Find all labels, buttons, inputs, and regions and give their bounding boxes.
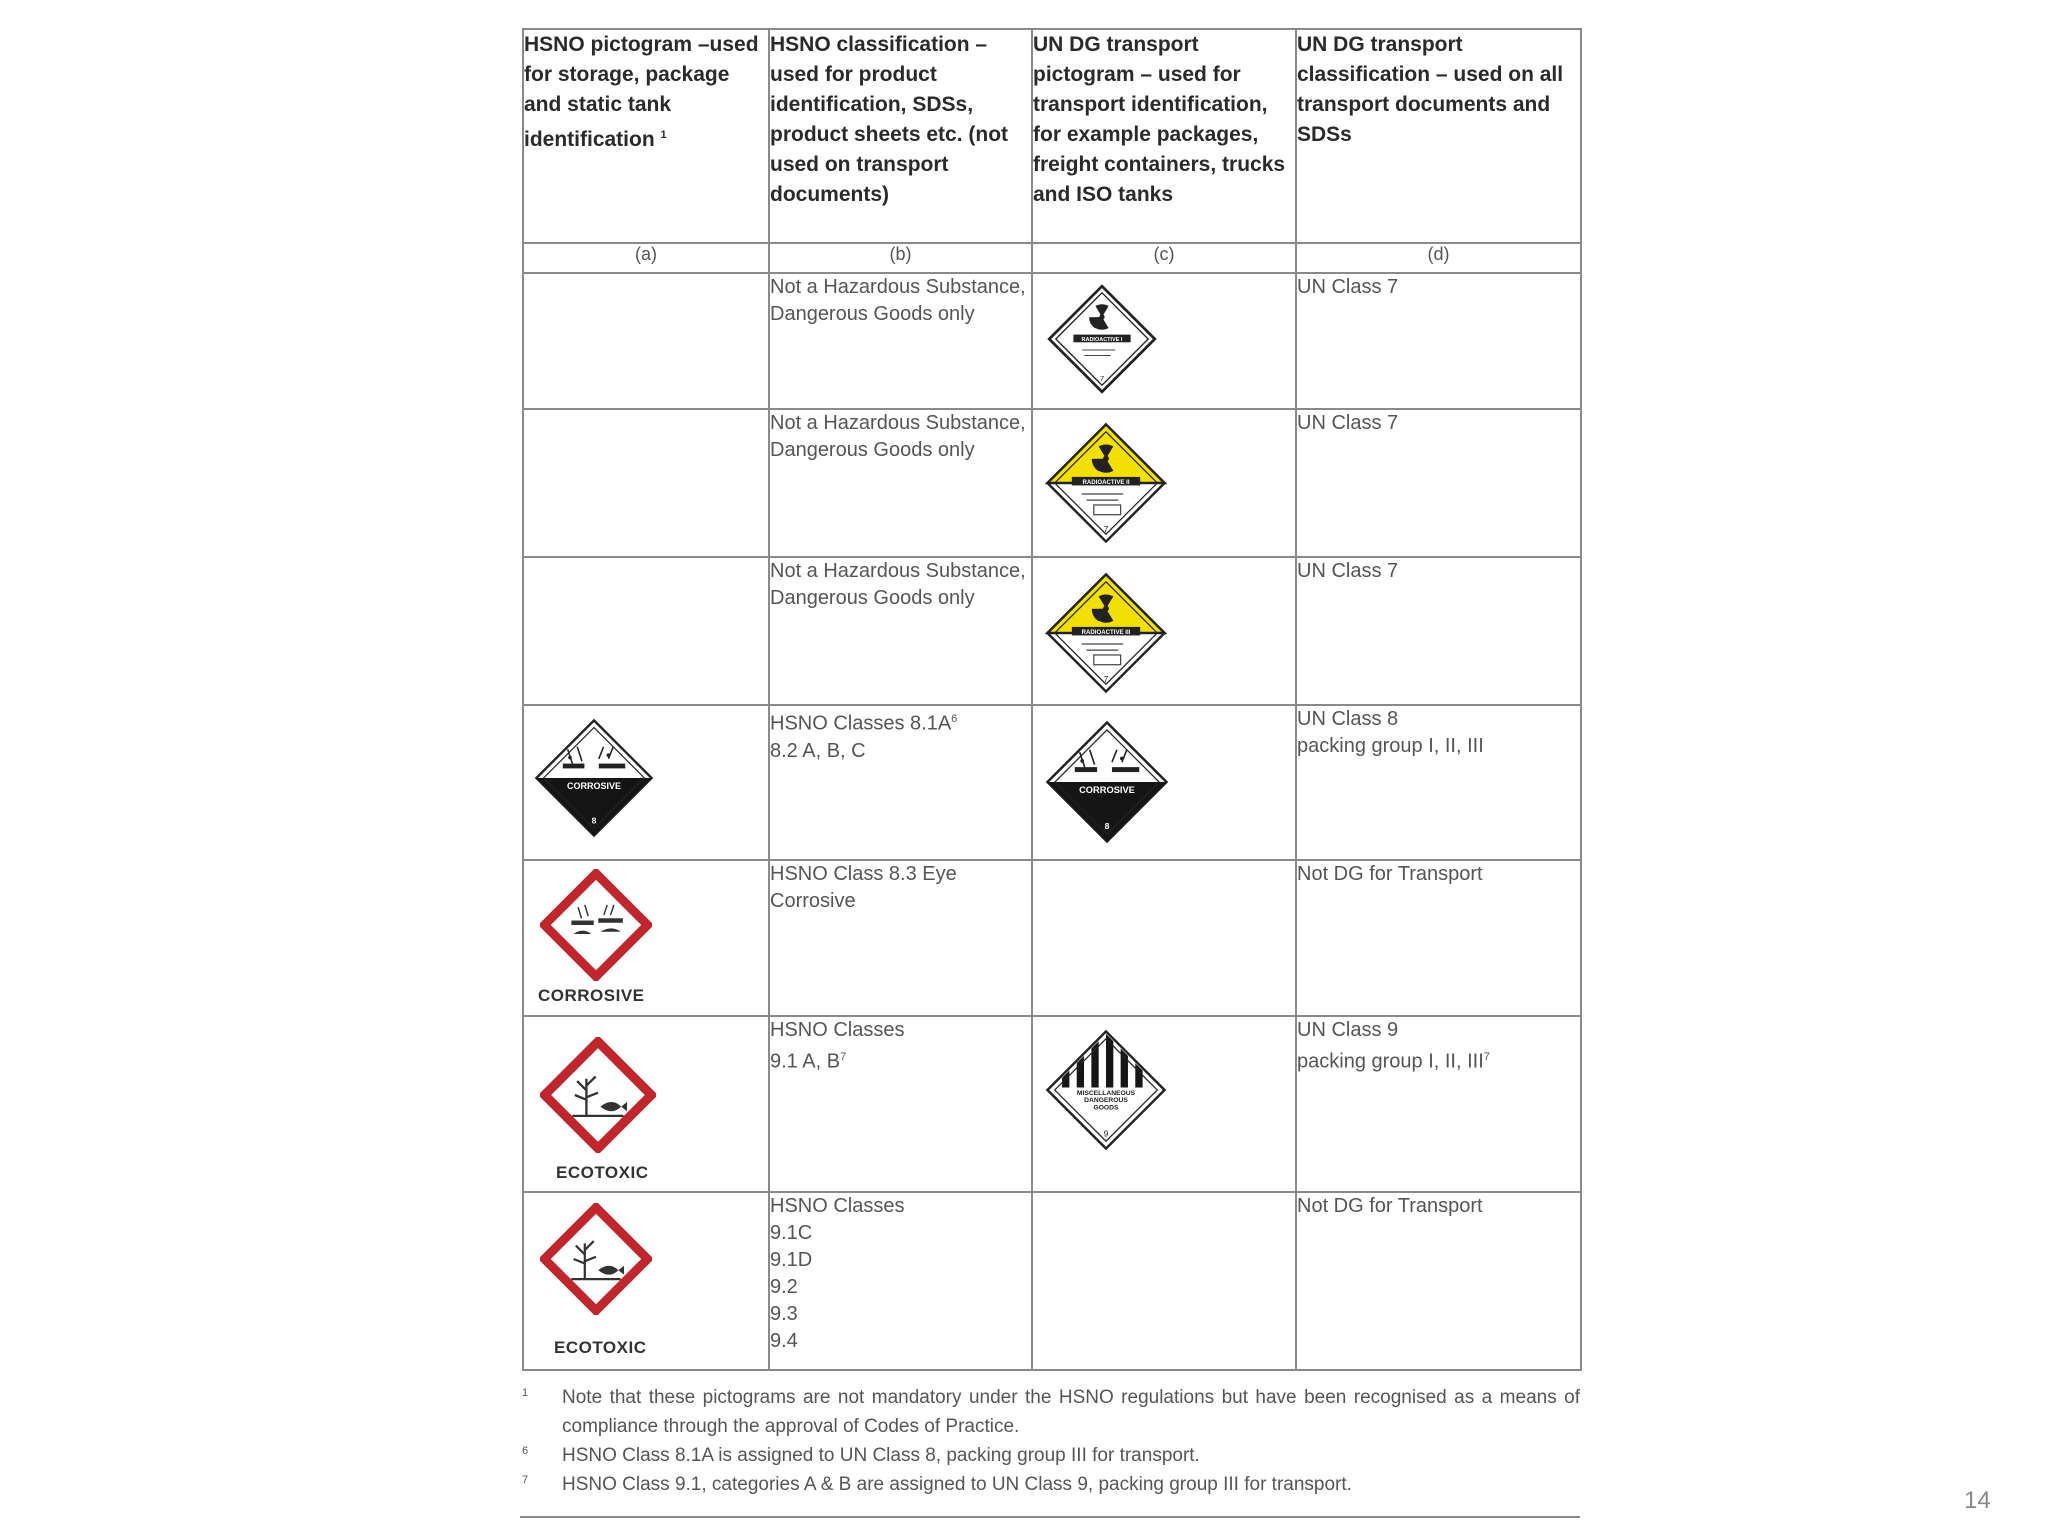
hsno-pictogram-empty — [523, 557, 769, 705]
un-class-cell: Not DG for Transport — [1296, 1192, 1581, 1370]
column-letter-b: (b) — [769, 243, 1032, 273]
un-class-cell: UN Class 7 — [1296, 273, 1581, 409]
miscellaneous-dangerous-goods-label-icon — [1045, 1029, 1167, 1151]
un-pictogram-cell — [1032, 705, 1296, 860]
un-pictogram-empty — [1032, 860, 1296, 1016]
radioactive-iii-label-icon — [1045, 572, 1167, 694]
ghs-environment-icon — [540, 1203, 652, 1315]
column-letter-d: (d) — [1296, 243, 1581, 273]
footnote: 7 HSNO Class 9.1, categories A & B are assigned to UN Class 9, packing group III for transport. — [522, 1474, 1352, 1495]
radioactive-label-text: RADIOACTIVE I — [1081, 337, 1123, 344]
header-hsno-pictogram: HSNO pictogram –used for storage, package and static tank identification $^1$ — [523, 29, 769, 243]
header-un-dg-classification: UN DG transport classification – used on all transport documents and SDSs — [1296, 29, 1581, 243]
corrosive-black-label-icon — [1045, 720, 1169, 844]
page-number: 14 — [1964, 1487, 1991, 1514]
corrosive-label-text: CORROSIVE — [566, 780, 622, 791]
hsno-class-cell: HSNO Class 8.3 Eye Corrosive — [769, 860, 1032, 1016]
table-row — [523, 557, 1581, 705]
column-letter-row — [523, 243, 1581, 273]
radioactive-ii-label-icon — [1045, 422, 1167, 544]
un-class-cell: UN Class 7 — [1296, 409, 1581, 557]
header-hsno-classification: HSNO classification – used for product identification, SDSs, product sheets etc. (not used on transport documents) — [769, 29, 1032, 243]
radioactive-label-text: RADIOACTIVE III — [1081, 629, 1131, 637]
ghs-environment-icon — [540, 1037, 656, 1153]
hsno-pictogram-empty — [523, 409, 769, 557]
un-class-number: 9 — [1103, 1128, 1109, 1139]
hsno-class-cell: Not a Hazardous Substance, Dangerous Goods only — [769, 557, 1032, 705]
hsno-classification-table — [522, 28, 1582, 1371]
un-pictogram-empty — [1032, 1192, 1296, 1370]
table-row — [523, 860, 1581, 1016]
un-class-number: 7 — [1103, 673, 1109, 684]
column-letter-a: (a) — [523, 243, 769, 273]
hsno-class-cell: HSNO Classes 9.1C 9.1D 9.2 9.3 9.4 — [769, 1192, 1032, 1370]
table-row — [523, 273, 1581, 409]
table-row — [523, 1016, 1581, 1192]
un-class-cell: Not DG for Transport — [1296, 860, 1581, 1016]
footnotes — [522, 1383, 1580, 1499]
un-class-cell: UN Class 8 packing group I, II, III — [1296, 705, 1581, 860]
column-letter-c: (c) — [1032, 243, 1296, 273]
corrosive-pictogram-caption: CORROSIVE — [538, 986, 645, 1005]
misc-label-text: MISCELLANEOUS DANGEROUS GOODS — [1076, 1090, 1136, 1112]
hsno-class-cell: Not a Hazardous Substance, Dangerous Goods only — [769, 273, 1032, 409]
hsno-class-cell: Not a Hazardous Substance, Dangerous Goods only — [769, 409, 1032, 557]
corrosive-black-label-icon — [534, 718, 654, 838]
footnote: 6 HSNO Class 8.1A is assigned to UN Class 8, packing group III for transport. — [522, 1445, 1200, 1466]
un-class-number: 8 — [591, 815, 597, 826]
hsno-class-cell: HSNO Classes 9.1 A, $B^7$ — [769, 1016, 1032, 1192]
header-row — [523, 29, 1581, 243]
un-class-number: 7 — [1103, 523, 1109, 534]
hsno-pictogram-cell — [523, 1192, 769, 1370]
hsno-pictogram-empty — [523, 273, 769, 409]
un-class-number: 8 — [1104, 821, 1110, 832]
radioactive-i-label-icon — [1047, 284, 1157, 394]
un-class-cell: UN Class 9 packing group I, II, III$^7$ — [1296, 1016, 1581, 1192]
radioactive-label-text: RADIOACTIVE II — [1082, 479, 1130, 487]
hsno-pictogram-cell — [523, 1016, 769, 1192]
bottom-rule — [520, 1516, 1580, 1518]
table-row — [523, 1192, 1581, 1370]
un-class-number: 7 — [1099, 373, 1105, 383]
table-row — [523, 409, 1581, 557]
un-pictogram-cell — [1032, 273, 1296, 409]
un-class-cell: UN Class 7 — [1296, 557, 1581, 705]
ghs-corrosion-icon — [540, 869, 652, 981]
ecotoxic-pictogram-caption: ECOTOXIC — [556, 1163, 649, 1182]
hsno-pictogram-cell — [523, 860, 769, 1016]
un-pictogram-cell — [1032, 557, 1296, 705]
footnote: 1 Note that these pictograms are not mandatory under the HSNO regulations but have been recognised as a means of compliance through the approval of Codes of Practice. — [522, 1387, 1580, 1437]
un-pictogram-cell — [1032, 409, 1296, 557]
corrosive-label-text: CORROSIVE — [1079, 785, 1135, 796]
hsno-class-cell: HSNO Classes $8.1A^6$ 8.2 A, B, C — [769, 705, 1032, 860]
header-un-dg-pictogram: UN DG transport pictogram – used for transport identification, for example packages, freight containers, trucks and ISO tanks — [1032, 29, 1296, 243]
hsno-pictogram-cell — [523, 705, 769, 860]
un-pictogram-cell — [1032, 1016, 1296, 1192]
ecotoxic-pictogram-caption: ECOTOXIC — [554, 1338, 647, 1357]
table-row — [523, 705, 1581, 860]
